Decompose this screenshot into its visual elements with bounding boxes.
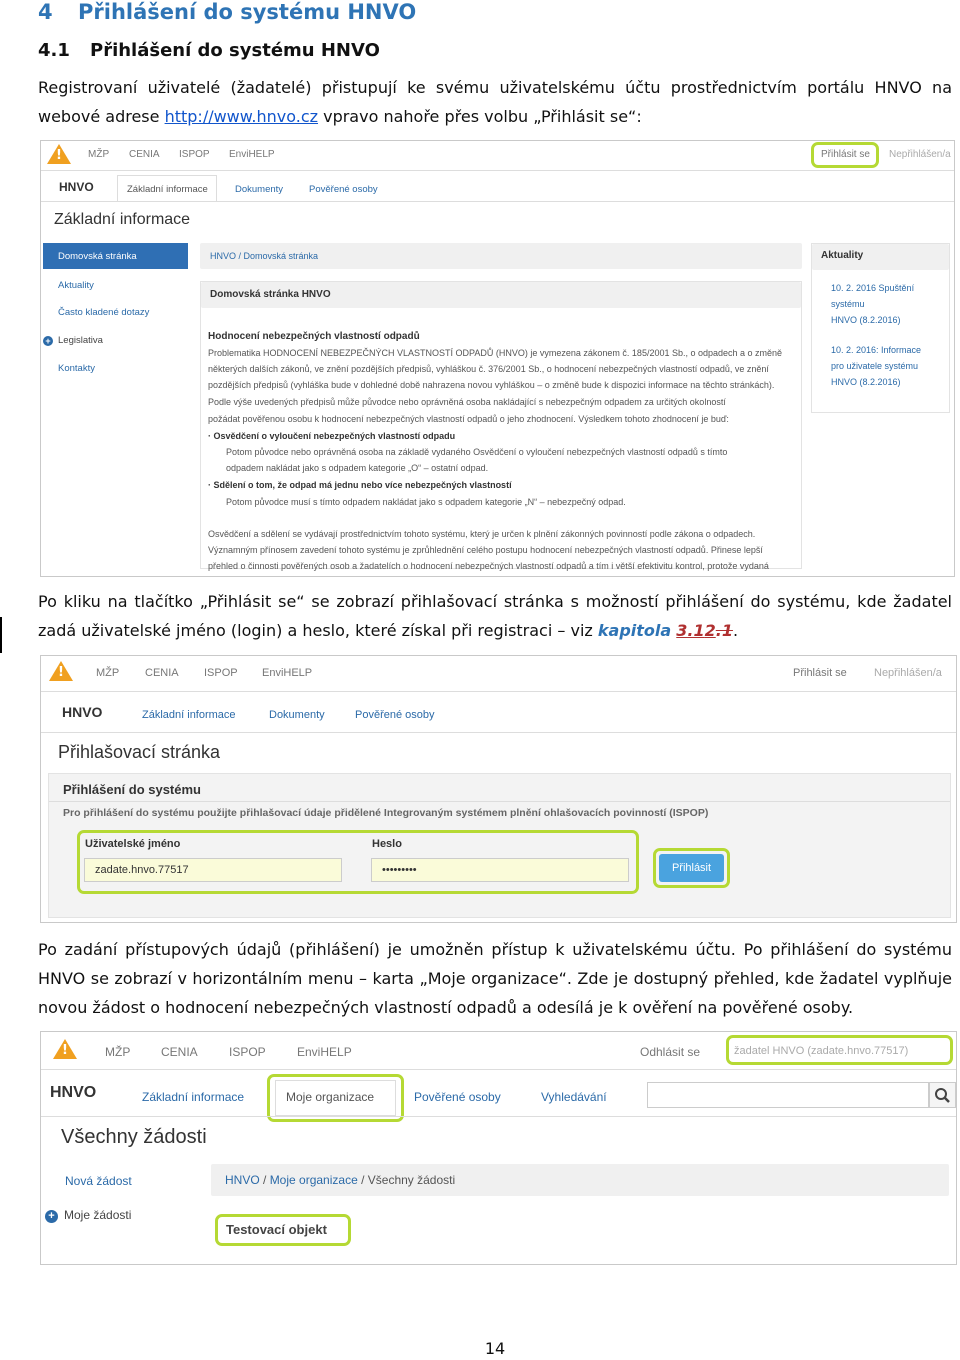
- page-title: Základní informace: [54, 211, 191, 228]
- nav-documents[interactable]: Dokumenty: [269, 709, 325, 721]
- hnvo-url-link[interactable]: http://www.hnvo.cz: [164, 107, 319, 126]
- footer-line-3: přehled o činnosti pověřených osob a žadatelích o hodnocení nebezpečných vlastností odpadů a tím i větší efektivitu kontrol, protože vydaná: [208, 561, 769, 571]
- sidebar-item-contacts[interactable]: Kontakty: [58, 363, 95, 374]
- breadcrumb: HNVO / Moje organizace / Všechny žádosti: [225, 1173, 456, 1187]
- warning-icon: [49, 661, 73, 681]
- brand-logo[interactable]: HNVO: [50, 1084, 97, 1101]
- sidebar-item-faq[interactable]: Často kladené dotazy: [58, 307, 150, 318]
- nav-divider: [41, 201, 954, 202]
- login-box-divider: [49, 801, 950, 802]
- nav-basic-info[interactable]: Základní informace: [142, 1090, 245, 1104]
- login-link[interactable]: Přihlásit se: [793, 667, 847, 679]
- toplink-ispop[interactable]: ISPOP: [204, 667, 238, 679]
- page-number: 14: [484, 1339, 506, 1358]
- username-label: Uživatelské jméno: [85, 838, 181, 850]
- login-submit-button[interactable]: Přihlásit: [659, 854, 724, 882]
- nav-authorized-persons[interactable]: Pověřené osoby: [309, 184, 378, 195]
- body-line-1: Problematika HODNOCENÍ NEBEZPEČNÝCH VLASTNOSTÍ ODPADŮ (HNVO) je vymezena zákonem č. 185/2001 Sb., o odpadech a o změně: [208, 348, 783, 358]
- current-user[interactable]: žadatel HNVO (zadate.hnvo.77517): [734, 1045, 909, 1057]
- sidebar-item-legislation[interactable]: Legislativa: [58, 335, 103, 346]
- screenshot-home-page: [40, 140, 955, 577]
- nav-authorized-persons[interactable]: Pověřené osoby: [355, 709, 435, 721]
- news-2-line-3[interactable]: HNVO (8.2.2016): [831, 377, 901, 387]
- bullet-1-line-1: Potom původce nebo oprávněná osoba na základě vydaného Osvědčení o vyloučení nebezpečných vlastností odpadů s tímto: [226, 447, 728, 457]
- bullet-2-title: · Sdělení o tom, že odpad má jednu nebo více nebezpečných vlastností: [208, 480, 512, 490]
- login-box-title: Přihlášení do systému: [63, 782, 201, 797]
- footer-line-2: Významným přínosem zavedení tohoto systému je zprůhlednění celého postupu hodnocení nebezpečných vlastností odpadů. Přinese lepší: [208, 545, 763, 555]
- bullet-2-line-1: Potom původce musí s tímto odpadem nakládat jako s odpadem kategorie „N“ – nebezpečný odpad.: [226, 497, 626, 507]
- news-1-line-3[interactable]: HNVO (8.2.2016): [831, 315, 901, 325]
- news-1-line-1[interactable]: 10. 2. 2016 Spuštění: [831, 283, 915, 293]
- chapter-title: Přihlášení do systému HNVO: [78, 0, 417, 24]
- chapter-ref-number[interactable]: [676, 621, 715, 640]
- page-title: Všechny žádosti: [61, 1126, 207, 1148]
- screenshot-organization-page: [40, 1031, 957, 1265]
- intro-text: Registrovaní uživatelé (žadatelé) přistupují ke svému uživatelskému účtu prostřednictvím portálu HNVO na webové adrese: [38, 78, 952, 126]
- breadcrumb-my-org[interactable]: Moje organizace: [269, 1173, 358, 1187]
- expand-plus-icon[interactable]: +: [45, 1210, 58, 1223]
- breadcrumb[interactable]: HNVO / Domovská stránka: [210, 251, 319, 261]
- password-input[interactable]: •••••••••: [371, 858, 629, 882]
- login-link[interactable]: Přihlásit se: [821, 149, 870, 160]
- chapter-number: 4: [38, 0, 53, 24]
- toplink-cenia[interactable]: CENIA: [161, 1045, 198, 1059]
- breadcrumb-current: Všechny žádosti: [367, 1173, 456, 1187]
- section-number: 4.1: [38, 40, 70, 61]
- toplink-mzp[interactable]: MŽP: [88, 149, 110, 160]
- content-panel-title: Domovská stránka HNVO: [210, 289, 331, 300]
- top-bar: [41, 141, 954, 171]
- page-title: Přihlašovací stránka: [58, 742, 221, 762]
- nav-basic-info[interactable]: Základní informace: [142, 709, 236, 721]
- chapter-ref-number-main: 3.1: [676, 621, 705, 640]
- section-heading: [38, 40, 380, 61]
- toplink-envihelp[interactable]: EnviHELP: [297, 1045, 352, 1059]
- sidebar-item-my-requests[interactable]: Moje žádosti: [64, 1208, 132, 1222]
- nav-authorized-persons[interactable]: Pověřené osoby: [414, 1090, 501, 1104]
- body-line-5: požádat pověřenou osobu k hodnocení nebezpečných vlastností odpadů o jeho zhodnocení. Výsledkem tohoto zhodnocení je buď:: [208, 414, 729, 424]
- breadcrumb-hnvo[interactable]: HNVO: [225, 1173, 260, 1187]
- toplink-mzp[interactable]: MŽP: [96, 667, 120, 679]
- body-line-4: Podle výše uvedených předpisů může původce nebo oprávněná osoba nakládající s nebezpečným odpadem za určitých okolností: [208, 397, 726, 407]
- login-box-subtitle: Pro přihlášení do systému použijte přihlašovací údaje přidělené Integrovaným systémem plnění ohlašovacích povinností (ISPOP): [63, 807, 709, 819]
- sidebar-item-new-request[interactable]: Nová žádost: [65, 1174, 132, 1188]
- search-input[interactable]: [647, 1082, 929, 1108]
- toplink-envihelp[interactable]: EnviHELP: [229, 149, 275, 160]
- logout-link[interactable]: Odhlásit se: [640, 1045, 701, 1059]
- section-title: Přihlášení do systému HNVO: [90, 40, 380, 61]
- toplink-ispop[interactable]: ISPOP: [179, 149, 210, 160]
- chapter-ref-word[interactable]: kapitola: [597, 621, 672, 640]
- brand-logo[interactable]: HNVO: [62, 704, 103, 720]
- warning-icon: [47, 144, 71, 164]
- news-2-line-1[interactable]: 10. 2. 2016: Informace: [831, 345, 922, 355]
- search-icon: [930, 1083, 955, 1107]
- chapter-heading: [38, 0, 416, 24]
- screenshot-login-page: [40, 655, 957, 923]
- intro-paragraph: [38, 73, 952, 131]
- news-2-line-2[interactable]: pro uživatele systému: [831, 361, 919, 371]
- nav-documents[interactable]: Dokumenty: [235, 184, 284, 195]
- body-line-3: pozdějších předpisů (vyhláška bude v dohledné době nahrazena novou vyhláškou – o změně bude k dispozici informace na těchto stránkách).: [208, 380, 775, 390]
- login-paragraph: [38, 587, 952, 645]
- section-subtitle: Hodnocení nebezpečných vlastností odpadů: [208, 331, 420, 342]
- top-bar: [41, 656, 956, 692]
- username-input[interactable]: zadate.hnvo.77517: [84, 858, 342, 882]
- bullet-1-title-text: Osvědčení o vyloučení nebezpečných vlastností odpadu: [213, 431, 456, 441]
- search-button[interactable]: [929, 1082, 956, 1108]
- not-logged-status: Nepřihlášen/a: [889, 149, 951, 160]
- nav-divider: [41, 732, 956, 733]
- toplink-ispop[interactable]: ISPOP: [229, 1045, 266, 1059]
- news-1-line-2[interactable]: systému: [831, 299, 865, 309]
- bullet-1-title: · Osvědčení o vyloučení nebezpečných vlastností odpadu: [208, 431, 456, 441]
- nav-my-organization[interactable]: Moje organizace: [286, 1090, 375, 1104]
- login-text: Po kliku na tlačítko „Přihlásit se“ se zobrazí přihlašovací stránka s možností přihlášení do systému, kde žadatel zadá uživatelské jméno (login) a heslo, které získal při registraci – viz: [38, 592, 952, 640]
- footer-line-1: Osvědčení a sdělení se vydávají prostřednictvím tohoto systému, který je určen k plnění zákonných povinností podle zákona o odpadech.: [208, 529, 756, 539]
- test-object-item[interactable]: Testovací objekt: [226, 1222, 327, 1237]
- nav-search[interactable]: Vyhledávání: [541, 1090, 607, 1104]
- not-logged-status: Nepřihlášen/a: [874, 667, 942, 679]
- sidebar-item-news[interactable]: Aktuality: [58, 280, 94, 291]
- sidebar-item-home-label: Domovská stránka: [58, 251, 137, 262]
- chapter-ref-deleted: .1: [715, 621, 733, 640]
- bullet-2-title-text: Sdělení o tom, že odpad má jednu nebo více nebezpečných vlastností: [213, 480, 512, 490]
- toplink-cenia[interactable]: CENIA: [129, 149, 160, 160]
- revision-change-bar: [0, 617, 2, 653]
- toplink-envihelp[interactable]: EnviHELP: [262, 667, 313, 679]
- expand-plus-icon[interactable]: +: [43, 336, 53, 346]
- warning-icon: [53, 1039, 77, 1059]
- news-title: Aktuality: [821, 250, 864, 261]
- top-bar: [41, 1032, 956, 1070]
- content-panel: [200, 281, 802, 569]
- toplink-mzp[interactable]: MŽP: [105, 1045, 131, 1059]
- password-label: Heslo: [372, 838, 402, 850]
- chapter-ref-number-insert: 2: [704, 621, 716, 640]
- login-text-end: .: [732, 621, 739, 640]
- bullet-1-line-2: odpadem nakládat jako s odpadem kategorie „O“ – ostatní odpad.: [226, 463, 489, 473]
- account-paragraph: Po zadání přístupových údajů (přihlášení) je umožněn přístup k uživatelskému účtu. Po přihlášení do systému HNVO se zobrazí v horizontálním menu – karta „Moje organizace“. Zde je dostupný přehled, kde žadatel vyplňuje novou žádost o hodnocení nebezpečných vlastností odpadů a odesílá je k ověření na pověřené osoby.: [38, 940, 952, 1017]
- nav-basic-info[interactable]: Základní informace: [127, 184, 208, 195]
- body-line-2: některých dalších zákonů, ve znění pozdějších předpisů, vyhláškou č. 376/2001 Sb., o hodnocení nebezpečných vlastností odpadů, ve znění: [208, 364, 769, 374]
- intro-text-end: vpravo nahoře přes volbu „Přihlásit se“:: [318, 107, 642, 126]
- nav-divider: [41, 1116, 956, 1117]
- brand-logo[interactable]: HNVO: [59, 180, 94, 194]
- toplink-cenia[interactable]: CENIA: [145, 667, 179, 679]
